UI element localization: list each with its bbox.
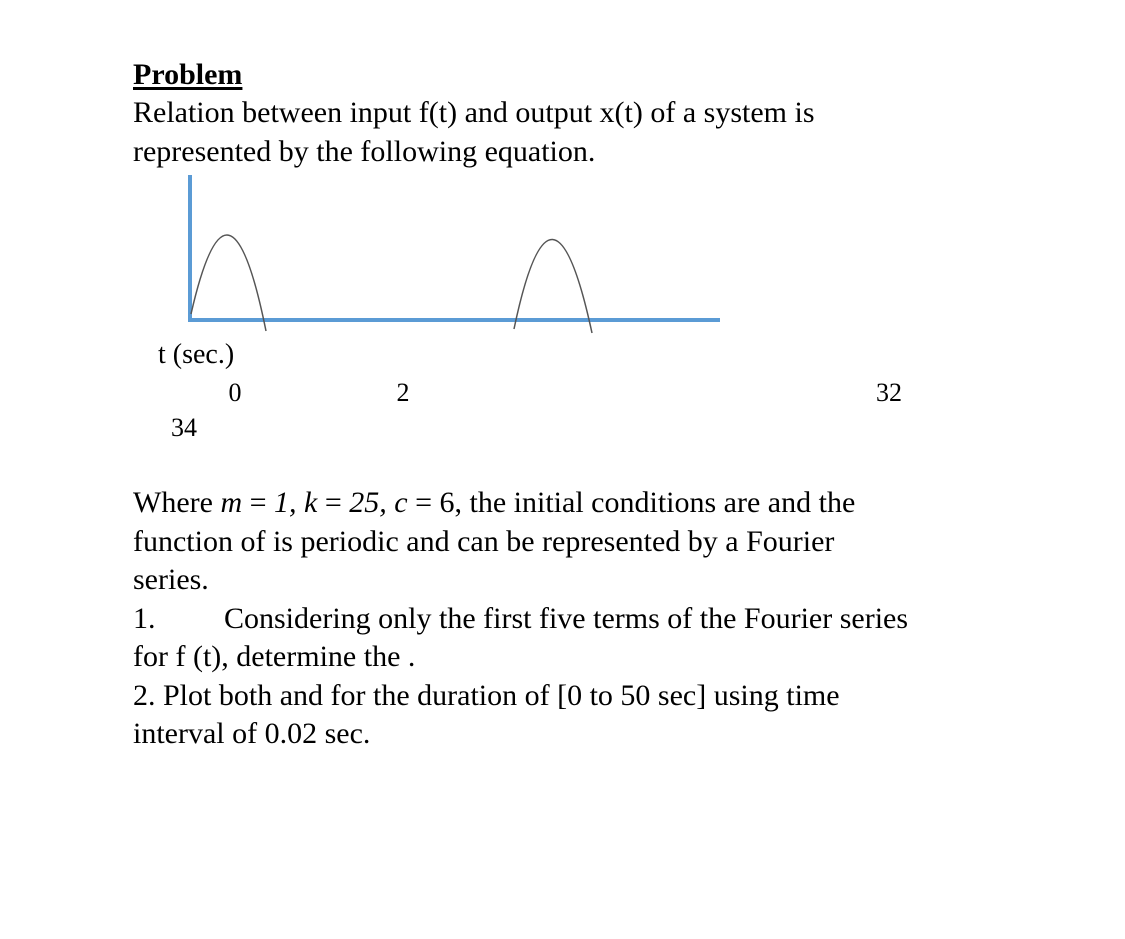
eq-sign-c: = bbox=[407, 486, 440, 519]
where-line bbox=[133, 484, 855, 522]
eq-sign-k: = bbox=[317, 486, 350, 519]
intro-line-1: Relation between input f(t) and output x(t) of a system is bbox=[133, 96, 815, 129]
tick-32: 32 bbox=[876, 378, 902, 407]
intro-line-2: represented by the following equation. bbox=[133, 135, 596, 168]
where-word: Where bbox=[133, 486, 213, 519]
sine-pulse-1 bbox=[191, 235, 266, 331]
axis-label: t (sec.) bbox=[158, 339, 235, 370]
item-1-number: 1. bbox=[133, 602, 156, 635]
param-k: 1, k bbox=[274, 486, 318, 519]
item-1-text: Considering only the first five terms of the Fourier series bbox=[224, 602, 909, 635]
body-line-3: series. bbox=[133, 563, 209, 596]
pulse-figure bbox=[0, 0, 1125, 460]
eq-sign-m: = bbox=[242, 486, 275, 519]
body-line-2: function of is periodic and can be represented by a Fourier bbox=[133, 525, 835, 558]
tick-0: 0 bbox=[228, 378, 242, 407]
item-1-continuation: for f (t), determine the . bbox=[133, 640, 416, 673]
tick-2: 2 bbox=[396, 378, 410, 407]
item-2-continuation: interval of 0.02 sec. bbox=[133, 717, 371, 750]
param-m: m bbox=[220, 486, 243, 519]
where-rest: 6, the initial conditions are and the bbox=[439, 486, 856, 519]
item-2-text: 2. Plot both and for the duration of [0 to 50 sec] using time bbox=[133, 679, 840, 712]
param-c: 25, c bbox=[349, 486, 408, 519]
problem-heading: Problem bbox=[133, 58, 243, 91]
tick-34: 34 bbox=[171, 413, 197, 442]
